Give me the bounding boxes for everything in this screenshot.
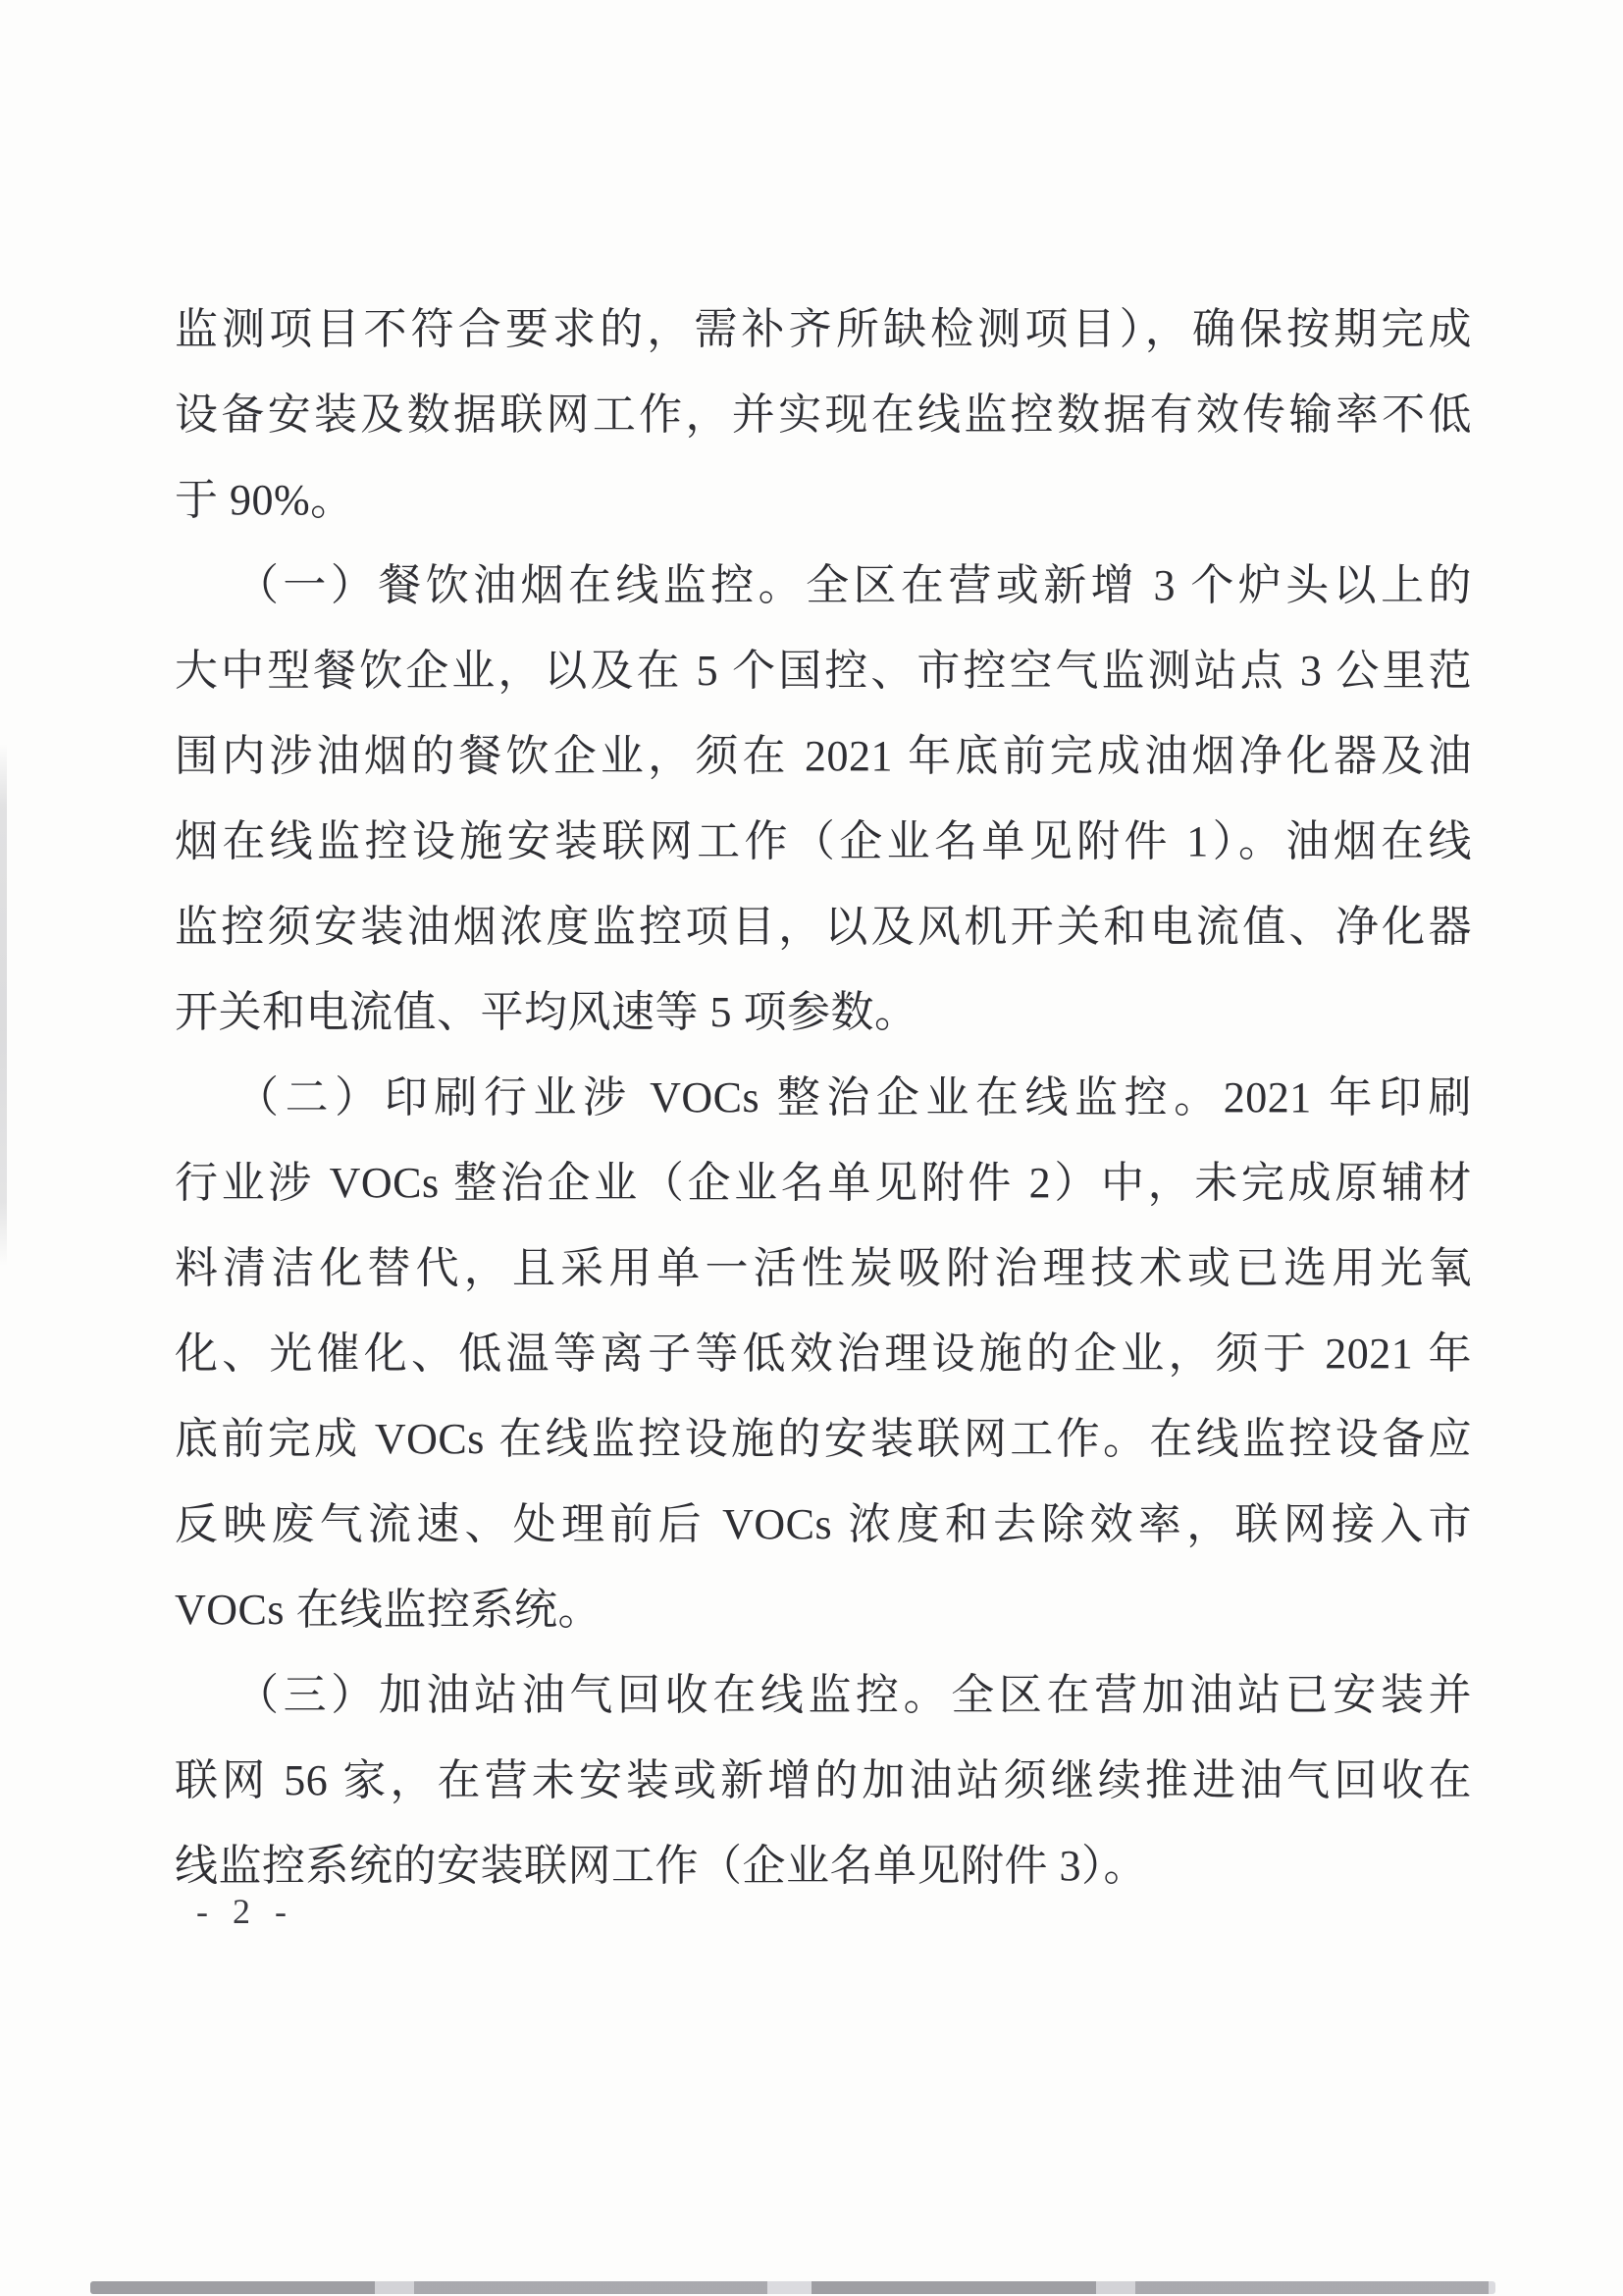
- paragraph-continuation: [175, 287, 1472, 543]
- doc-line: VOCs 在线监控系统。: [175, 1586, 602, 1634]
- paragraph-section-1: [175, 543, 1472, 1055]
- doc-line: （二）印刷行业涉 VOCs 整治企业在线监控。2021 年印刷: [236, 1073, 1472, 1122]
- doc-line: 监控须安装油烟浓度监控项目，以及风机开关和电流值、净化器: [175, 903, 1472, 951]
- page-number: - 2 -: [196, 1892, 294, 1931]
- doc-line: 大中型餐饮企业，以及在 5 个国控、市控空气监测站点 3 公里范: [175, 647, 1472, 695]
- doc-line: 料清洁化替代，且采用单一活性炭吸附治理技术或已选用光氧: [175, 1244, 1472, 1292]
- paragraph-section-3: [175, 1652, 1472, 1908]
- doc-line: 开关和电流值、平均风速等 5 项参数。: [175, 988, 918, 1036]
- doc-line: 围内涉油烟的餐饮企业，须在 2021 年底前完成油烟净化器及油: [175, 732, 1472, 780]
- doc-line: 底前完成 VOCs 在线监控设施的安装联网工作。在线监控设备应: [175, 1415, 1472, 1463]
- scan-artifact-bottom-edge: [90, 2281, 1495, 2294]
- doc-line: （三）加油站油气回收在线监控。全区在营加油站已安装并: [236, 1671, 1472, 1719]
- doc-line: 行业涉 VOCs 整治企业（企业名单见附件 2）中，未完成原辅材: [175, 1159, 1472, 1207]
- doc-line: 化、光催化、低温等离子等低效治理设施的企业，须于 2021 年: [175, 1330, 1472, 1378]
- doc-line: 设备安装及数据联网工作，并实现在线监控数据有效传输率不低: [175, 391, 1472, 439]
- doc-line: 于 90%。: [175, 476, 354, 524]
- paragraph-section-2: [175, 1055, 1472, 1652]
- doc-line: 反映废气流速、处理前后 VOCs 浓度和去除效率，联网接入市: [175, 1500, 1472, 1548]
- scan-artifact-left-streak: [0, 744, 7, 1266]
- doc-line: 线监控系统的安装联网工作（企业名单见附件 3）。: [175, 1842, 1147, 1890]
- doc-line: （一）餐饮油烟在线监控。全区在营或新增 3 个炉头以上的: [236, 561, 1472, 609]
- doc-line: 联网 56 家，在营未安装或新增的加油站须继续推进油气回收在: [175, 1756, 1472, 1804]
- doc-line: 监测项目不符合要求的，需补齐所缺检测项目），确保按期完成: [175, 305, 1472, 353]
- document-body: [175, 287, 1472, 1908]
- doc-line: 烟在线监控设施安装联网工作（企业名单见附件 1）。油烟在线: [175, 817, 1472, 865]
